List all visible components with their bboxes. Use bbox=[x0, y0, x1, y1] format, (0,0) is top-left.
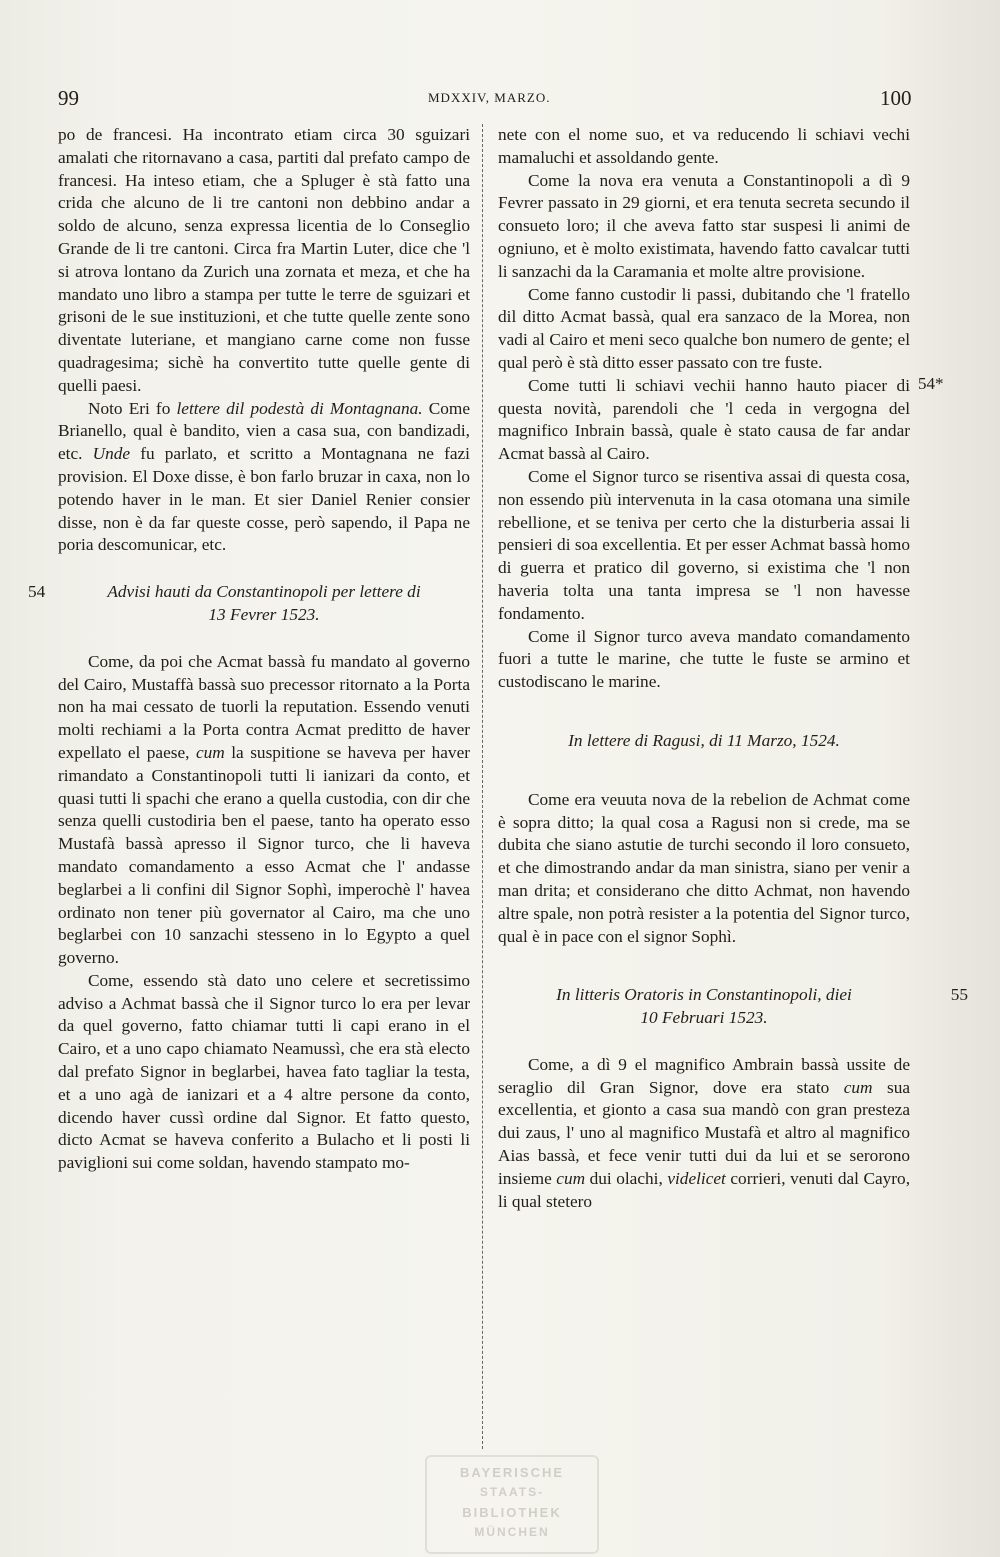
margin-number: 54 bbox=[28, 582, 46, 602]
paragraph: Come il Signor turco aveva mandato comandamento fuori a tutte le marine, che tutte le fuste se armino et custodiscano le marine. bbox=[498, 626, 910, 692]
page-header bbox=[0, 86, 1000, 114]
text-run: Noto Eri fo bbox=[88, 398, 177, 418]
section-heading bbox=[498, 984, 968, 1030]
column-divider bbox=[482, 124, 483, 1449]
section-heading: In lettere di Ragusi, di 11 Marzo, 1524. bbox=[568, 730, 840, 750]
text-run: sua excellentia, et gionto a casa sua mandò con gran presteza dui zaus, l' uno al magnifico Mustafà et altro al magnifico Aias bassà, et fece venir tutti dui da lui et se serorono insieme bbox=[498, 1077, 911, 1188]
heading-line: Advisi hauti da Constantinopoli per lettere di bbox=[107, 582, 421, 602]
paragraph bbox=[498, 1054, 910, 1214]
paragraph bbox=[58, 398, 470, 558]
stamp-text: BIBLIOTHEK bbox=[462, 1505, 562, 1520]
page-number-left: 99 bbox=[58, 86, 79, 110]
text-run: fu parlato, et scritto a Montagnana ne fazi provision. El Doxe disse, è bon farlo bruzar in caxa, non lo potendo haver in le man. Et sier Daniel Renier consier disse, non è da far queste cosse, però sapendo, il Papa ne poria descomunicar, etc. bbox=[58, 444, 470, 555]
stamp-text: BAYERISCHE bbox=[459, 1465, 565, 1480]
section-heading bbox=[28, 581, 470, 627]
stamp-text: STAATS- bbox=[479, 1485, 545, 1499]
text-run: dui olachi, bbox=[585, 1168, 668, 1188]
heading-line: 10 Februari 1523. bbox=[640, 1008, 768, 1028]
italic-run: cum bbox=[195, 742, 225, 762]
text-run: la suspitione se haveva per haver rimandato a Constantinopoli tutti li ianizari da conto, et quasi tutti li spachi che erano a quella custodia, con dir che senza quelli custodiria ben el paese, tanto ha operato esso Mustafà bassà apresso il Signor turco, che li haveva mandato comandamento a esso Acmat che l' andasse beglarbei a li confini dil Signor Sophì, imperochè l' havea ordinato non tener più governator al Cairo, ma che uno beglarbei con 10 sanzachi stesseno in lo Egypto a quel governo. bbox=[58, 742, 470, 968]
page-number-right: 100 bbox=[880, 86, 912, 110]
paragraph: Come, essendo stà dato uno celere et secretissimo adviso a Achmat bassà che il Signor turco lo era per levar da quel governo, fatto chiamar tutti li capi erano in el Cairo, et a uno capo chiamato Neamussì, che era stà electo dal prefato Signor in beglarbei, havea fato tagliar la testa, et a uno agà de ianizari et a 4 altre persone da conto, dicendo haver cussì ordine dal Signor. Et fatto questo, dicto Acmat se haveva conferito a Bulacho et li posti li paviglioni sui come soldan, havendo stampato mo- bbox=[58, 970, 470, 1173]
italic-run: Unde bbox=[92, 444, 131, 464]
text-run: Come, a dì 9 el magnifico Ambrain bassà ussite de seraglio dil Gran Signor, dove era stato bbox=[498, 1054, 910, 1097]
text-run: Come, da poi che Acmat bassà fu mandato al governo del Cairo, Mustaffà bassà suo precessor ritornato a la Porta non ha mai cessato de tuorli la reputation. Essendo venuti molti rechiami a la Porta contra Acmat preditto de haver expellato el paese, bbox=[58, 651, 470, 762]
stamp-text: MÜNCHEN bbox=[474, 1525, 550, 1539]
running-title: MDXXIV, MARZO. bbox=[428, 90, 551, 105]
text-run: Come Brianello, qual è bandito, vien a casa sua, con bandizadi, etc. bbox=[58, 398, 470, 464]
left-column bbox=[28, 124, 470, 1175]
heading-line: 13 Fevrer 1523. bbox=[208, 604, 320, 624]
paragraph: Come tutti li schiavi vechii hanno hauto piacer di questa novità, parendoli che 'l ceda in vergogna del magnifico Inbrain bassà, quale è stato causa de far andar Acmat bassà al Cairo. bbox=[498, 375, 910, 464]
italic-run: cum bbox=[843, 1077, 873, 1097]
text-run: corrieri, venuti dal Cayro, li qual stetero bbox=[498, 1168, 911, 1211]
paragraph: Come era veuuta nova de la rebelion de Achmat come è sopra ditto; la qual cosa a Ragusi non si crede, ma se dubita che siano astutie de turchi secondo il loro consueto, et che dimostrando andar da man sinistra, siano per venir a man drita; et considerano che ditto Achmat, non havendo altre spale, non potrà resister a la potentia del Signor turco, qual è in pace con el signor Sophì. bbox=[498, 789, 910, 946]
library-stamp bbox=[425, 1455, 599, 1554]
margin-number: 55 bbox=[950, 985, 968, 1005]
italic-run: videlicet bbox=[667, 1168, 726, 1188]
paragraph: Come la nova era venuta a Constantinopoli a dì 9 Fevrer passato in 29 giorni, et era tenuta secreta secundo il consueto loro; il che aveva fatto star suspesi li animi de ogniuno, et è molto existimata, havendo fatto cavalcar tutti li sanzachi da la Caramania et molte altre provisione. bbox=[498, 170, 910, 281]
paragraph: po de francesi. Ha incontrato etiam circa 30 sguizari amalati che ritornavano a casa, partiti dal prefato campo de francesi. Ha inteso etiam, che a Spluger è stà fatto una crida che alcuno de li tre cantoni non debbino andar a soldo de alcuno, senza expressa licentia de lo Conseglio Grande de li tre cantoni. Circa fra Martin Luter, dice che 'l si atrova lontano da Zurich una zornata et meza, et che ha mandato uno libro a stampa per tutte le terre de sguizari et grisoni de le sue instituzioni, et che tutte quelle zente sono diventate luteriane, et mangiano carne come non fusse quadragesima; sichè ha convertito tutte quelle gente di quelli paesi. bbox=[58, 125, 470, 395]
italic-run: lettere dil podestà di Montagnana. bbox=[176, 398, 423, 418]
paragraph: Come el Signor turco se risentiva assai di questa cosa, non essendo più intervenuta in la casa otomana una simile rebellione, et se teniva per certo che la disturberia assai li pensieri di soa excellentia. Et per esser Achmat bassà homo di guerra et pratico dil governo, si existima che 'l non haveria tolta una tanta impresa se 'l non havesse fondamento. bbox=[498, 466, 910, 623]
italic-run: cum bbox=[556, 1168, 586, 1188]
heading-line: In litteris Oratoris in Constantinopoli, diei bbox=[556, 985, 852, 1005]
paragraph: Come fanno custodir li passi, dubitando che 'l fratello dil ditto Acmat bassà, qual era sanzaco de la Morea, non vadi al Cairo et meni seco qualche bon numero de gente; el qual però è stà ditto esser passato con tre fuste. bbox=[498, 284, 910, 372]
paragraph bbox=[58, 651, 470, 970]
paragraph: nete con el nome suo, et va reducendo li schiavi vechi mamaluchi et assoldando gente. bbox=[498, 125, 910, 167]
margin-number: 54* bbox=[918, 374, 944, 393]
